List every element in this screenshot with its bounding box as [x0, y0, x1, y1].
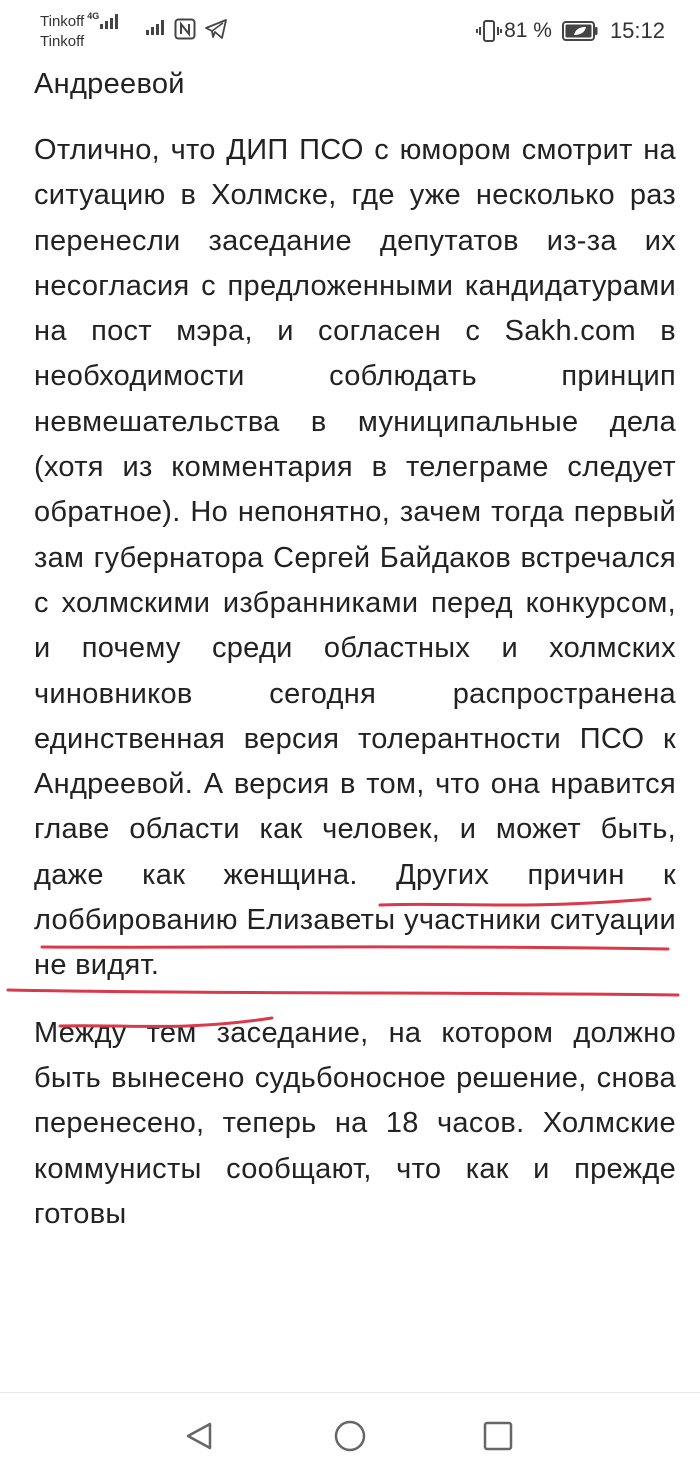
- battery-percent: 81 %: [504, 19, 552, 42]
- carrier-info: [40, 11, 120, 51]
- clock: 15:12: [609, 18, 665, 43]
- article-body: [34, 62, 676, 1237]
- article-partial-line: Андреевой: [34, 68, 185, 100]
- navigation-bar: [0, 1392, 700, 1477]
- signal-icon-2: [146, 19, 166, 35]
- battery-icon: [562, 21, 598, 41]
- carrier-2-name: Tinkoff: [40, 32, 85, 50]
- status-bar: [0, 0, 700, 62]
- article-paragraph: Между тем заседание, на котором должно быть вынесено судьбоносное решение, снова перенесено, теперь на 18 часов. Холмские коммунисты сообщают, что как и прежде готовы: [34, 1016, 676, 1230]
- nfc-icon: [174, 18, 196, 40]
- telegram-icon: [205, 19, 227, 39]
- home-icon[interactable]: [330, 1416, 370, 1456]
- network-type: 4G: [87, 10, 100, 21]
- status-right: [476, 17, 665, 45]
- back-icon[interactable]: [180, 1416, 220, 1456]
- carrier-1-name: Tinkoff: [40, 12, 85, 30]
- vibrate-icon: [476, 19, 502, 43]
- article-paragraph: Отлично, что ДИП ПСО с юмором смотрит на ситуацию в Холмске, где уже несколько раз перенесли заседание депутатов из-за их несогласия с предложенными кандидатурами на пост мэра, и согласен с Sakh.com в необходимости соблюдать принцип невмешательства в муниципальные дела (хотя из комментария в телеграме следует обратное). Но непонятно, зачем тогда первый зам губернатора Сергей Байдаков встречался с холмскими избранниками перед конкурсом, и почему среди областных и холмских чиновников сегодня распространена единственная версия толерантности ПСО к Андреевой. А версия в том, что она нравится главе области как человек, и может быть, даже как женщина. Других причин к лоббированию Елизаветы участники ситуации не видят.: [34, 134, 676, 982]
- signal-icon: [100, 13, 120, 29]
- recent-apps-icon[interactable]: [478, 1416, 518, 1456]
